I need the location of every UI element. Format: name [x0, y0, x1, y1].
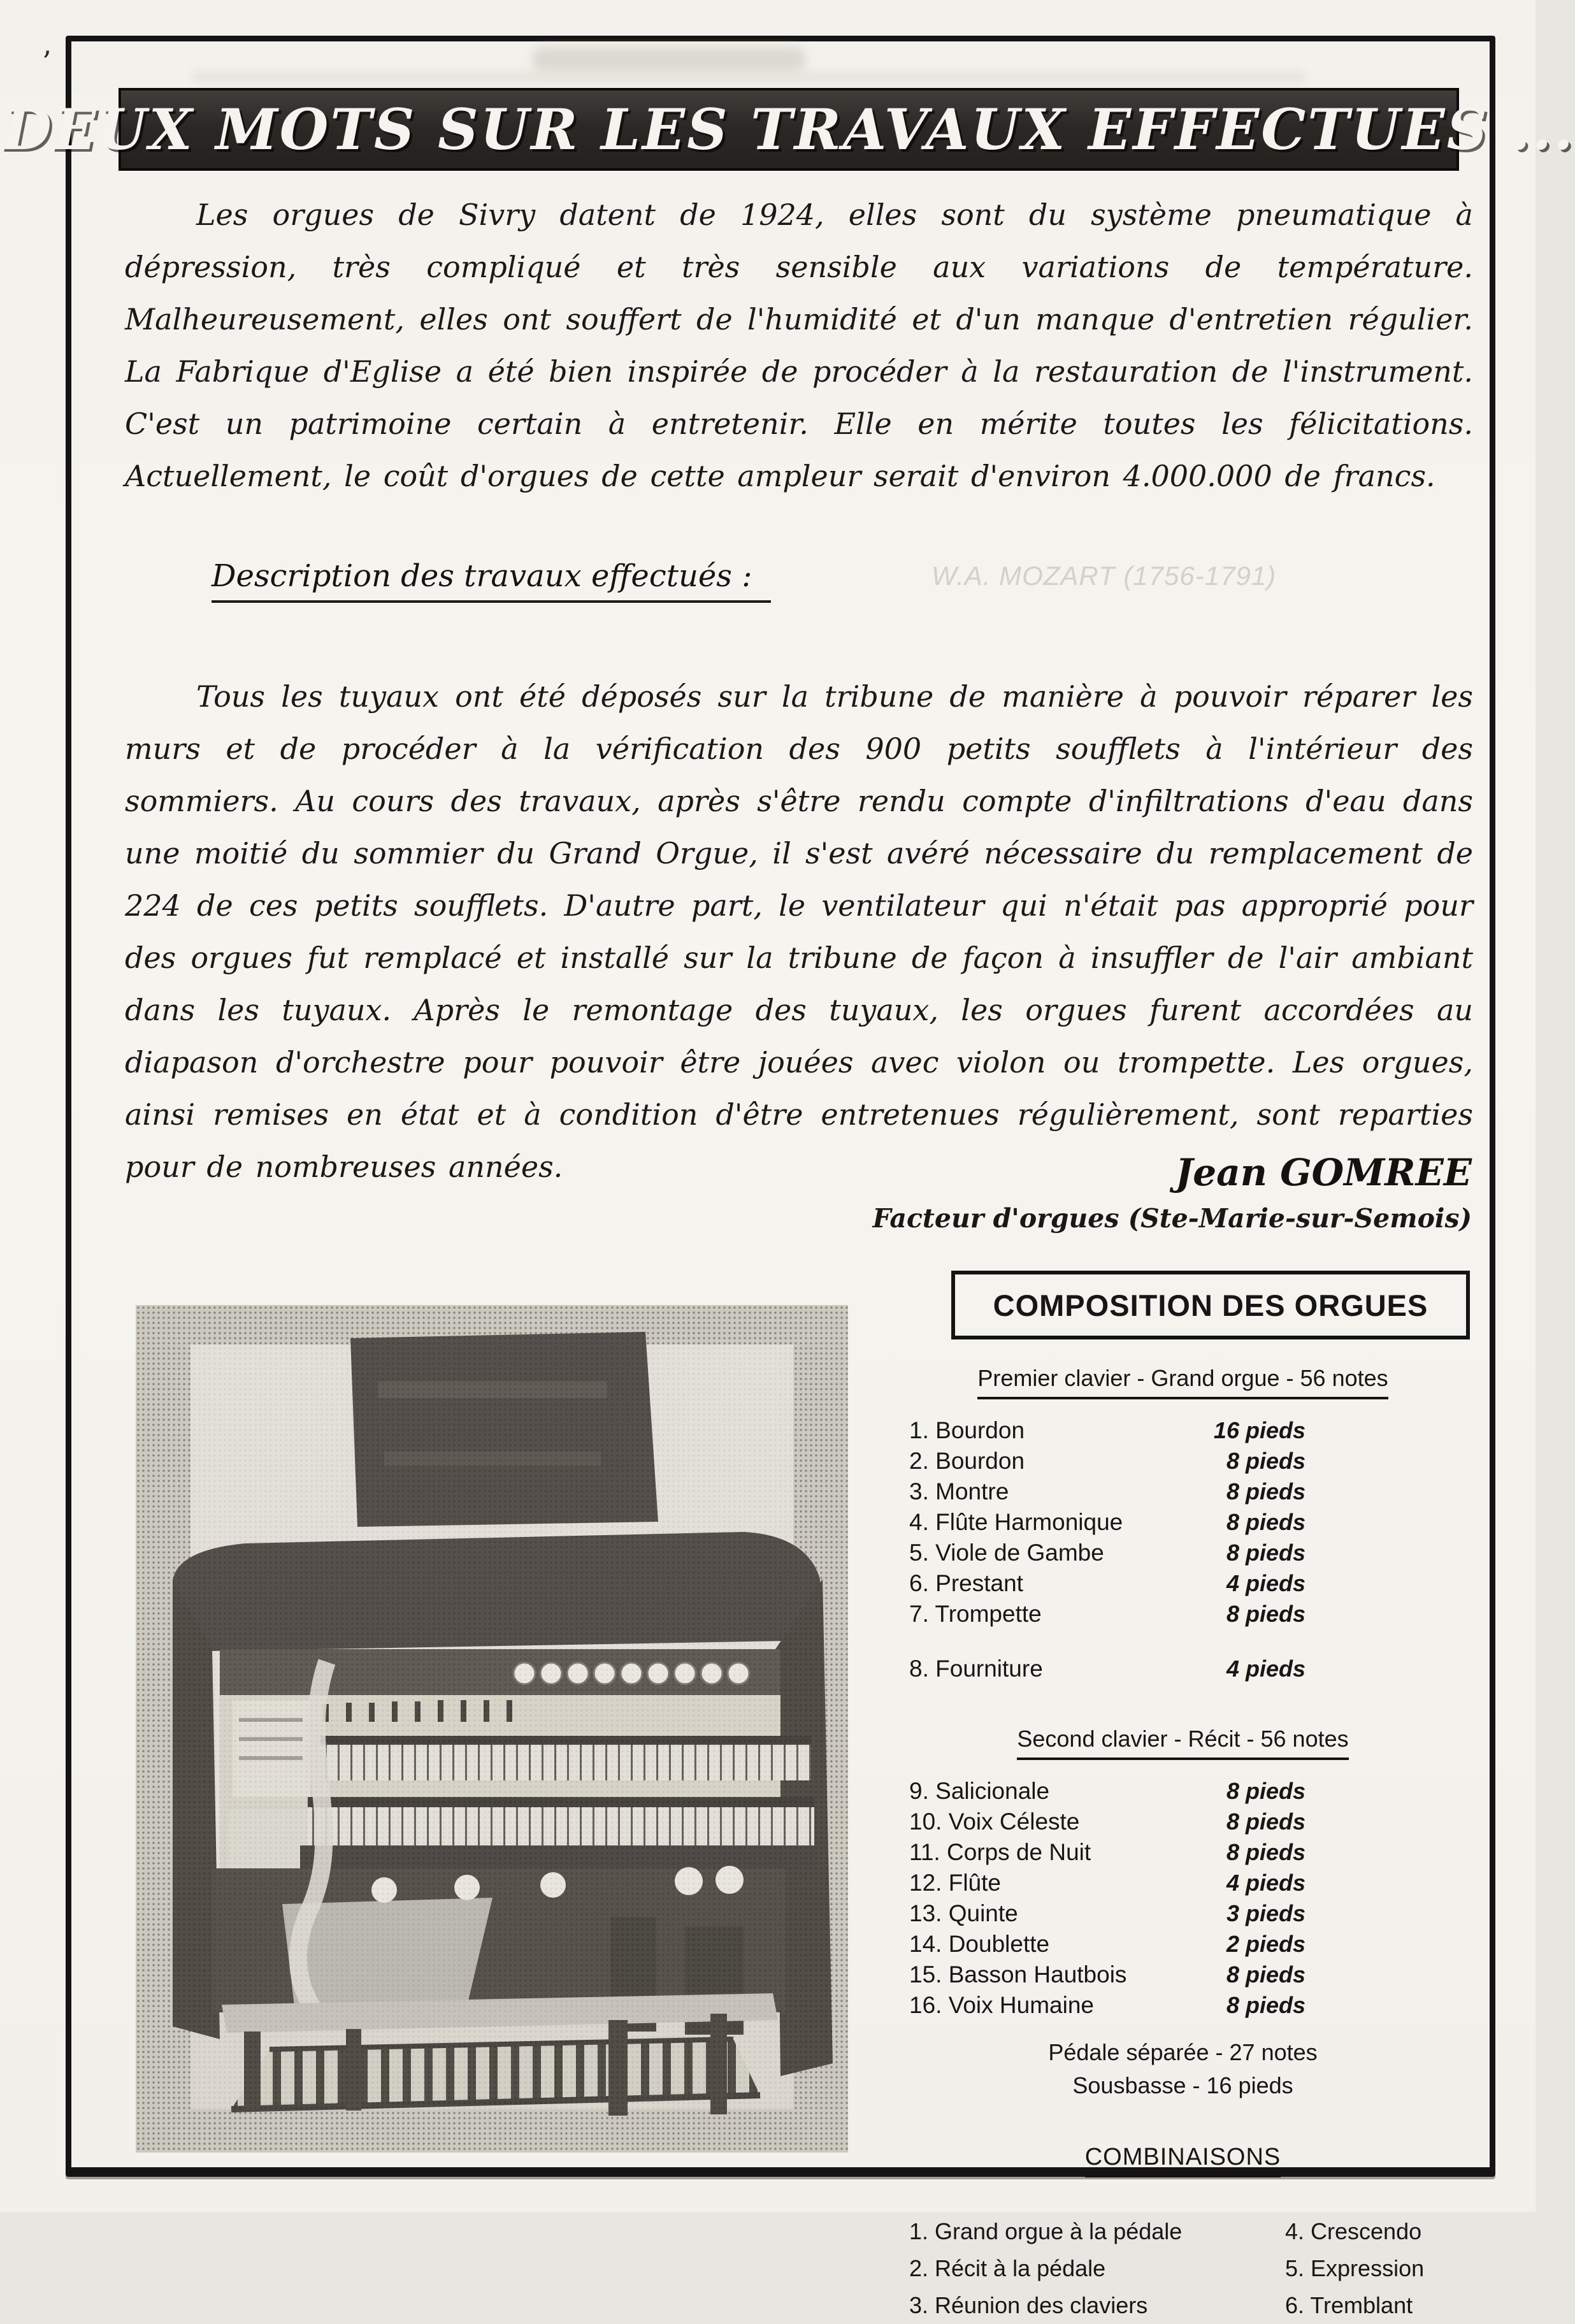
- stop-row: [909, 1656, 1305, 1686]
- manual2-stop-list: [894, 1778, 1472, 2023]
- stop-name: 1. Bourdon: [909, 1417, 1025, 1443]
- stop-row: [909, 1870, 1305, 1900]
- pedal-line: Pédale séparée - 27 notes: [1048, 2039, 1318, 2065]
- stop-row: [909, 1417, 1305, 1448]
- manual2-heading: Second clavier - Récit - 56 notes: [1017, 1726, 1348, 1760]
- stop-row: [909, 1839, 1305, 1870]
- combination-item: 2. Récit à la pédale: [909, 2255, 1106, 2281]
- manual1-heading: Premier clavier - Grand orgue - 56 notes: [977, 1365, 1388, 1399]
- stop-pitch: 8 pieds: [1226, 1808, 1305, 1835]
- stop-pitch: 2 pieds: [1226, 1931, 1305, 1957]
- stop-row: [909, 1808, 1305, 1839]
- stop-row: [909, 1900, 1305, 1931]
- combinations-list: [909, 2213, 1472, 2324]
- stop-pitch: 16 pieds: [1213, 1417, 1305, 1443]
- composition-title-box: COMPOSITION DES ORGUES: [951, 1271, 1470, 1339]
- scan-artifact-mark: ’: [42, 45, 52, 79]
- manual1-stop-list: [894, 1417, 1472, 1686]
- section-heading: Description des travaux effectués :: [212, 558, 771, 603]
- stop-row: [909, 1570, 1305, 1601]
- stop-row: [909, 1778, 1305, 1808]
- organ-console-photo: [136, 1305, 848, 2153]
- combination-item: 5. Expression: [1285, 2255, 1425, 2281]
- stop-name: 5. Viole de Gambe: [909, 1540, 1104, 1566]
- bleedthrough-text: W.A. MOZART (1756-1791): [931, 561, 1277, 591]
- stop-pitch: 4 pieds: [1226, 1870, 1305, 1896]
- stop-pitch: 8 pieds: [1226, 1961, 1305, 1988]
- combination-item: 1. Grand orgue à la pédale: [909, 2218, 1183, 2244]
- stop-row: [909, 1448, 1305, 1478]
- stop-name: 9. Salicionale: [909, 1778, 1050, 1804]
- stop-name: 4. Flûte Harmonique: [909, 1509, 1123, 1535]
- stop-name: 8. Fourniture: [909, 1656, 1043, 1682]
- bleedthrough-smudge: [191, 71, 1306, 83]
- stop-row: [909, 1992, 1305, 2023]
- paragraph-works-description: Tous les tuyaux ont été déposés sur la tribune de manière à pouvoir réparer les murs et de procéder à la vérification des 900 petits soufflets à l'intérieur des sommiers. Au cours des travaux, après s'être rendu compte d'infiltrations d'eau dans une moitié du sommier du Grand Orgue, il s'est avéré nécessaire du remplacement de 224 de ces petits soufflets. D'autre part, le ventilateur qui n'était pas approprié pour des orgues fut remplacé et installé sur la tribune de façon à insuffler de l'air ambiant dans les tuyaux. Après le remontage des tuyaux, les orgues furent accordées au diapason d'orchestre pour pouvoir être jouées avec violon ou trompette. Les orgues, ainsi remises en état et à condition d'être entretenues régulièrement, sont reparties pour de nombreuses années.: [125, 679, 1473, 1184]
- stop-name: 12. Flûte: [909, 1870, 1001, 1896]
- stop-row: [909, 1509, 1305, 1540]
- composition-panel: [894, 1271, 1472, 2324]
- bleedthrough-smudge: [532, 47, 806, 71]
- signature-name: Jean GOMREE: [1175, 1151, 1472, 1194]
- pedal-line: Sousbasse - 16 pieds: [1072, 2072, 1293, 2098]
- stop-pitch: 8 pieds: [1226, 1601, 1305, 1627]
- stop-row: [909, 1478, 1305, 1509]
- stop-row: [909, 1961, 1305, 1992]
- paragraph-intro: Les orgues de Sivry datent de 1924, elles sont du système pneumatique à dépression, très compliqué et très sensible aux variations de température. Malheureusement, elles ont souffert de l'humidité et d'un manque d'entretien régulier. La Fabrique d'Eglise a été bien inspirée de procéder à la restauration de l'instrument. C'est un patrimoine certain à entretenir. Elle en mérite toutes les félicitations. Actuellement, le coût d'orgues de cette ampleur serait d'environ 4.000.000 de francs.: [125, 198, 1473, 493]
- stop-row: [909, 1931, 1305, 1961]
- signature-title: Facteur d'orgues (Ste-Marie-sur-Semois): [872, 1203, 1472, 1234]
- stop-name: 2. Bourdon: [909, 1448, 1025, 1474]
- stop-pitch: 4 pieds: [1226, 1656, 1305, 1682]
- stop-row: [909, 1601, 1305, 1631]
- stop-pitch: 8 pieds: [1226, 1778, 1305, 1804]
- stop-pitch: 8 pieds: [1226, 1540, 1305, 1566]
- combination-item: 3. Réunion des claviers: [909, 2292, 1148, 2318]
- stop-name: 16. Voix Humaine: [909, 1992, 1095, 2018]
- stop-pitch: 4 pieds: [1226, 1570, 1305, 1596]
- combination-item: 6. Tremblant: [1285, 2292, 1413, 2318]
- stop-name: 10. Voix Céleste: [909, 1808, 1080, 1835]
- stop-pitch: 8 pieds: [1226, 1839, 1305, 1865]
- combination-item: 4. Crescendo: [1285, 2218, 1422, 2244]
- stop-name: 7. Trompette: [909, 1601, 1042, 1627]
- combinations-left-column: [909, 2213, 1285, 2324]
- stop-name: 3. Montre: [909, 1478, 1009, 1505]
- title-banner: [3, 88, 1575, 171]
- stop-name: 13. Quinte: [909, 1900, 1018, 1926]
- stop-name: 14. Doublette: [909, 1931, 1050, 1957]
- stop-pitch: 8 pieds: [1226, 1509, 1305, 1535]
- signature-block: [873, 1151, 1472, 1234]
- stop-pitch: 8 pieds: [1226, 1478, 1305, 1505]
- stop-pitch: 3 pieds: [1226, 1900, 1305, 1926]
- stop-row: [909, 1540, 1305, 1570]
- page-title: DEUX MOTS SUR LES TRAVAUX EFFECTUES ...: [3, 96, 1575, 162]
- combinations-heading: COMBINAISONS: [1085, 2144, 1281, 2177]
- combinations-right-column: [1285, 2213, 1470, 2324]
- section-heading-row: [212, 558, 1473, 616]
- stop-pitch: 8 pieds: [1226, 1448, 1305, 1474]
- stop-pitch: 8 pieds: [1226, 1992, 1305, 2018]
- stop-name: 15. Basson Hautbois: [909, 1961, 1127, 1988]
- stop-name: 11. Corps de Nuit: [909, 1839, 1091, 1865]
- stop-name: 6. Prestant: [909, 1570, 1023, 1596]
